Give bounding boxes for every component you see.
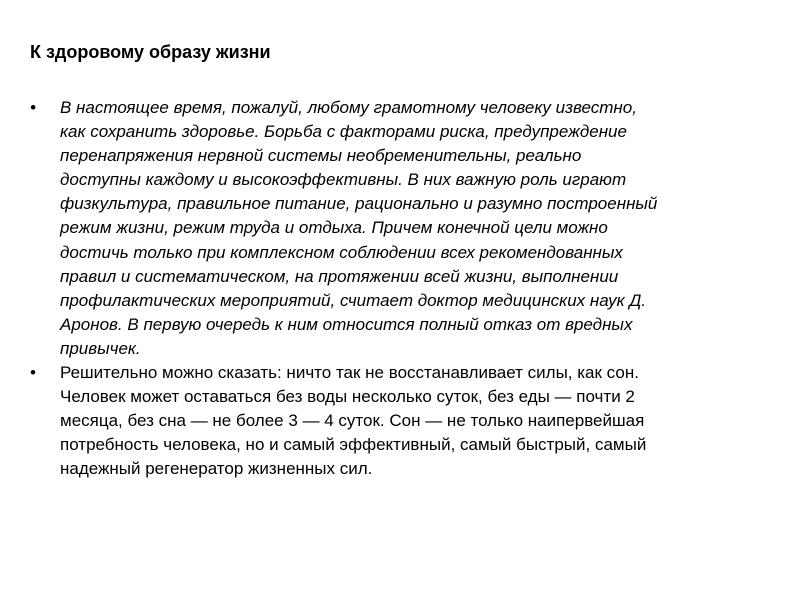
- slide-title: К здоровому образу жизни: [30, 42, 271, 62]
- bullet-1-line-4: доступны каждому и высокоэффективны. В них важную роль играют: [60, 170, 627, 190]
- bullet-1-line-11: привычек.: [60, 338, 141, 358]
- bullet-2-line-5: надежный регенератор жизненных сил.: [60, 459, 373, 479]
- bullet-2-line-3: месяца, без сна — не более 3 — 4 суток. Сон — не только наипервейшая: [60, 411, 645, 431]
- bullet-1-line-3: перенапряжения нервной системы необременительны, реально: [60, 146, 582, 166]
- bullet-item-1: [30, 96, 770, 361]
- bullet-1-line-6: режим жизни, режим труда и отдыха. Причем конечной цели можно: [60, 218, 608, 238]
- bullet-1-line-8: правил и систематическом, на протяжении всей жизни, выполнении: [60, 266, 619, 286]
- bullet-icon: •: [30, 363, 36, 383]
- bullet-1-line-7: достичь только при комплексном соблюдении всех рекомендованных: [60, 242, 623, 262]
- bullet-1-line-1: В настоящее время, пожалуй, любому грамотному человеку известно,: [60, 98, 637, 117]
- bullet-icon: •: [30, 98, 36, 117]
- bullet-2-line-2: Человек может оставаться без воды несколько суток, без еды — почти 2: [60, 387, 635, 407]
- bullet-2-line-1: Решительно можно сказать: ничто так не восстанавливает силы, как сон.: [60, 363, 639, 383]
- bullet-2-line-4: потребность человека, но и самый эффективный, самый быстрый, самый: [60, 435, 647, 455]
- bullet-1-line-2: как сохранить здоровье. Борьба с факторами риска, предупреждение: [60, 122, 627, 142]
- bullet-1-line-10: Аронов. В первую очередь к ним относится полный отказ от вредных: [60, 314, 633, 334]
- bullet-list: [30, 96, 770, 482]
- bullet-1-line-9: профилактических мероприятий, считает доктор медицинских наук Д.: [60, 290, 647, 310]
- bullet-item-2: [30, 361, 770, 481]
- bullet-1-line-5: физкультура, правильное питание, рационально и разумно построенный: [60, 194, 658, 214]
